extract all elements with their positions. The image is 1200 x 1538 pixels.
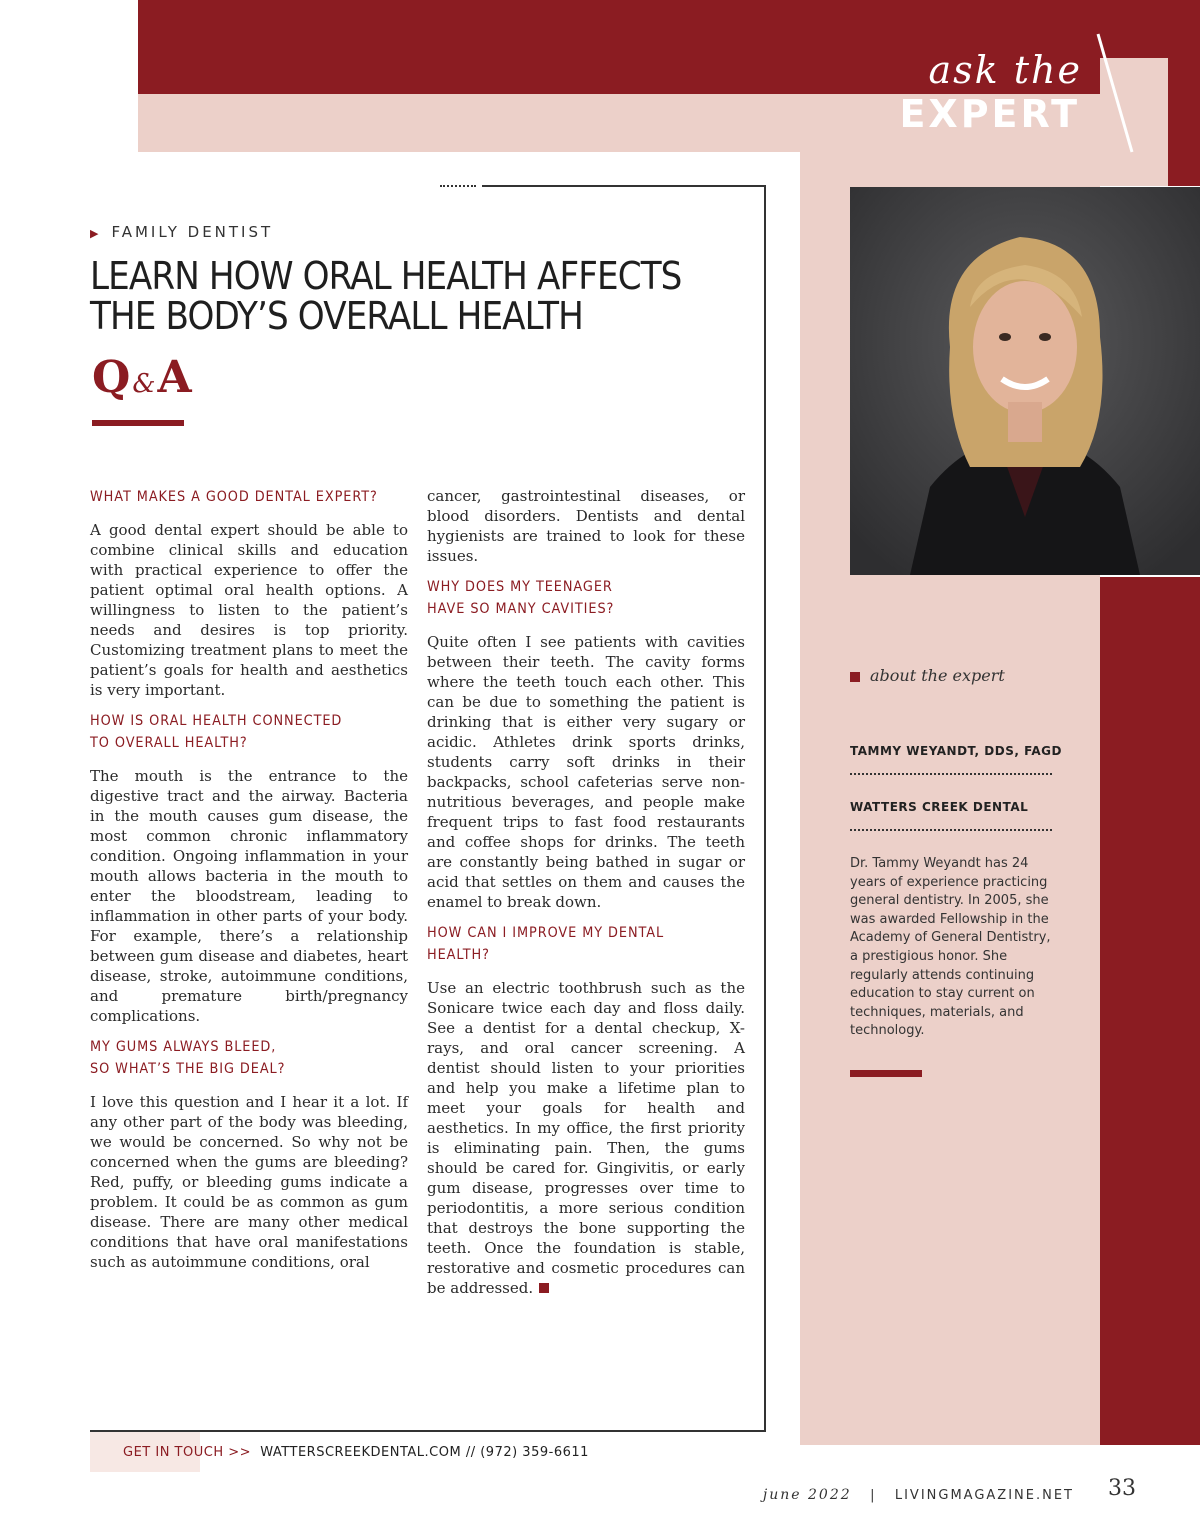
question-heading bbox=[90, 710, 383, 754]
qa-q: Q bbox=[92, 352, 131, 403]
triangle-icon: ▶ bbox=[90, 227, 102, 240]
qa-underline bbox=[92, 420, 184, 426]
answer-paragraph-continued: cancer, gastrointestinal diseases, or blood disorders. Dentists and dental hygienists are trained to look for these issues. bbox=[427, 487, 745, 565]
get-in-touch bbox=[123, 1445, 589, 1460]
question-line: HOW IS ORAL HEALTH CONNECTED bbox=[90, 713, 343, 729]
question-heading bbox=[427, 576, 720, 620]
expert-photo bbox=[850, 187, 1200, 575]
answer-paragraph: The mouth is the entrance to the digestive tract and the airway. Bacteria in the mouth causes gum disease, the most common chronic inflammatory condition. Ongoing inflammation in your mouth allows bacteria in the mouth to enter the bloodstream, leading to inflammation in other parts of your body. For example, there’s a relationship between gum disease and diabetes, heart disease, stroke, autoimmune conditions, and premature birth/pregnancy complications. bbox=[90, 767, 408, 1025]
banner-slash-icon bbox=[1094, 32, 1134, 154]
expert-name: TAMMY WEYANDT, DDS, FAGD bbox=[850, 744, 1062, 758]
qa-amp: & bbox=[132, 369, 156, 399]
question-heading bbox=[90, 1036, 383, 1080]
answer-paragraph: I love this question and I hear it a lot. If any other part of the body was bleeding, we would be concerned. So why not be concerned when the gums are bleeding? Red, puffy, or bleeding gums indicate a problem. It could be as common as gum disease. There are many other medical conditions that have oral manifestations such as autoimmune conditions, oral bbox=[90, 1093, 408, 1271]
get-in-touch-label: GET IN TOUCH >> bbox=[123, 1445, 252, 1460]
article-headline bbox=[90, 256, 684, 336]
question-line: HAVE SO MANY CAVITIES? bbox=[427, 601, 615, 617]
headline-line-2: THE BODY’S OVERALL HEALTH bbox=[90, 294, 583, 338]
sidebar-accent-bar bbox=[850, 1070, 922, 1077]
portrait-illustration bbox=[850, 187, 1200, 575]
final-answer-text: Use an electric toothbrush such as the Sonicare twice each day and floss daily. See a dentist for a dental checkup, X-rays, and oral cancer screening. A dentist should listen to your priorities and help you make a lifetime plan to meet your goals for health and aesthetics. In my office, the first priority is eliminating pain. Then, the gums should be cared for. Gingivitis, or early gum disease, progresses over time to periodontitis, a more serious condition that destroys the bone supporting the teeth. Once the foundation is stable, restorative and cosmetic procedures can be addressed. bbox=[427, 979, 745, 1297]
about-label: about the expert bbox=[870, 666, 1005, 685]
question-line: WHY DOES MY TEENAGER bbox=[427, 579, 613, 595]
article-column-2 bbox=[427, 486, 745, 1308]
card-frame-dots bbox=[440, 185, 476, 187]
qa-logo bbox=[92, 352, 192, 403]
magazine-site[interactable]: LIVINGMAGAZINE.NET bbox=[894, 1488, 1074, 1503]
end-mark-icon bbox=[539, 1283, 549, 1293]
answer-paragraph-final bbox=[427, 978, 745, 1298]
qa-a: A bbox=[157, 352, 192, 403]
question-heading bbox=[90, 486, 383, 508]
practice-divider bbox=[850, 829, 1052, 831]
headline-line-1: LEARN HOW ORAL HEALTH AFFECTS bbox=[90, 254, 682, 298]
page-folio bbox=[763, 1487, 1074, 1503]
page-number: 33 bbox=[1108, 1476, 1136, 1501]
contact-info[interactable]: WATTERSCREEKDENTAL.COM // (972) 359-6611 bbox=[260, 1445, 589, 1460]
square-bullet-icon bbox=[850, 672, 860, 682]
card-frame-top bbox=[482, 185, 766, 187]
answer-paragraph: Quite often I see patients with cavities between their teeth. The cavity forms where the teeth touch each other. This can be due to something the patient is drinking that is either very sugary or acidic. Athletes drink sports drinks, students carry soft drinks in their backpacks, school cafeterias serve non-nutritious beverages, and people make frequent trips to fast food restaurants and coffee shops for drinks. The teeth are constantly being bathed in sugar or acid that settles on them and causes the enamel to break down. bbox=[427, 633, 745, 911]
question-line: MY GUMS ALWAYS BLEED, bbox=[90, 1039, 277, 1055]
question-heading bbox=[427, 922, 720, 966]
right-red-block-bottom bbox=[1100, 577, 1200, 1445]
question-line: SO WHAT’S THE BIG DEAL? bbox=[90, 1061, 286, 1077]
name-divider bbox=[850, 773, 1052, 775]
practice-name: WATTERS CREEK DENTAL bbox=[850, 800, 1029, 814]
answer-paragraph: A good dental expert should be able to combine clinical skills and education with practical experience to offer the patient optimal oral health options. A willingness to listen to the patient’s needs and desires is top priority. Customizing treatment plans to meet the patient’s goals for health and aesthetics is very important. bbox=[90, 521, 408, 699]
folio-separator: | bbox=[870, 1488, 877, 1503]
card-frame-right bbox=[764, 185, 766, 1432]
banner-expert: EXPERT bbox=[899, 92, 1080, 136]
question-line: HOW CAN I IMPROVE MY DENTAL HEALTH? bbox=[427, 925, 665, 963]
kicker-label: FAMILY DENTIST bbox=[111, 223, 274, 241]
banner-ask-the: ask the bbox=[928, 48, 1082, 92]
expert-bio: Dr. Tammy Weyandt has 24 years of experience practicing general dentistry. In 2005, she was awarded Fellowship in the Academy of General Dentistry, a prestigious honor. She regularly attends continuing education to stay current on techniques, materials, and technology. bbox=[850, 856, 1051, 1039]
about-the-expert bbox=[850, 666, 1005, 685]
question-line: WHAT MAKES A GOOD DENTAL EXPERT? bbox=[90, 489, 378, 505]
article-column-1 bbox=[90, 486, 408, 1282]
question-line: TO OVERALL HEALTH? bbox=[90, 735, 248, 751]
article-kicker bbox=[90, 223, 273, 241]
issue-date: june 2022 bbox=[762, 1487, 852, 1503]
